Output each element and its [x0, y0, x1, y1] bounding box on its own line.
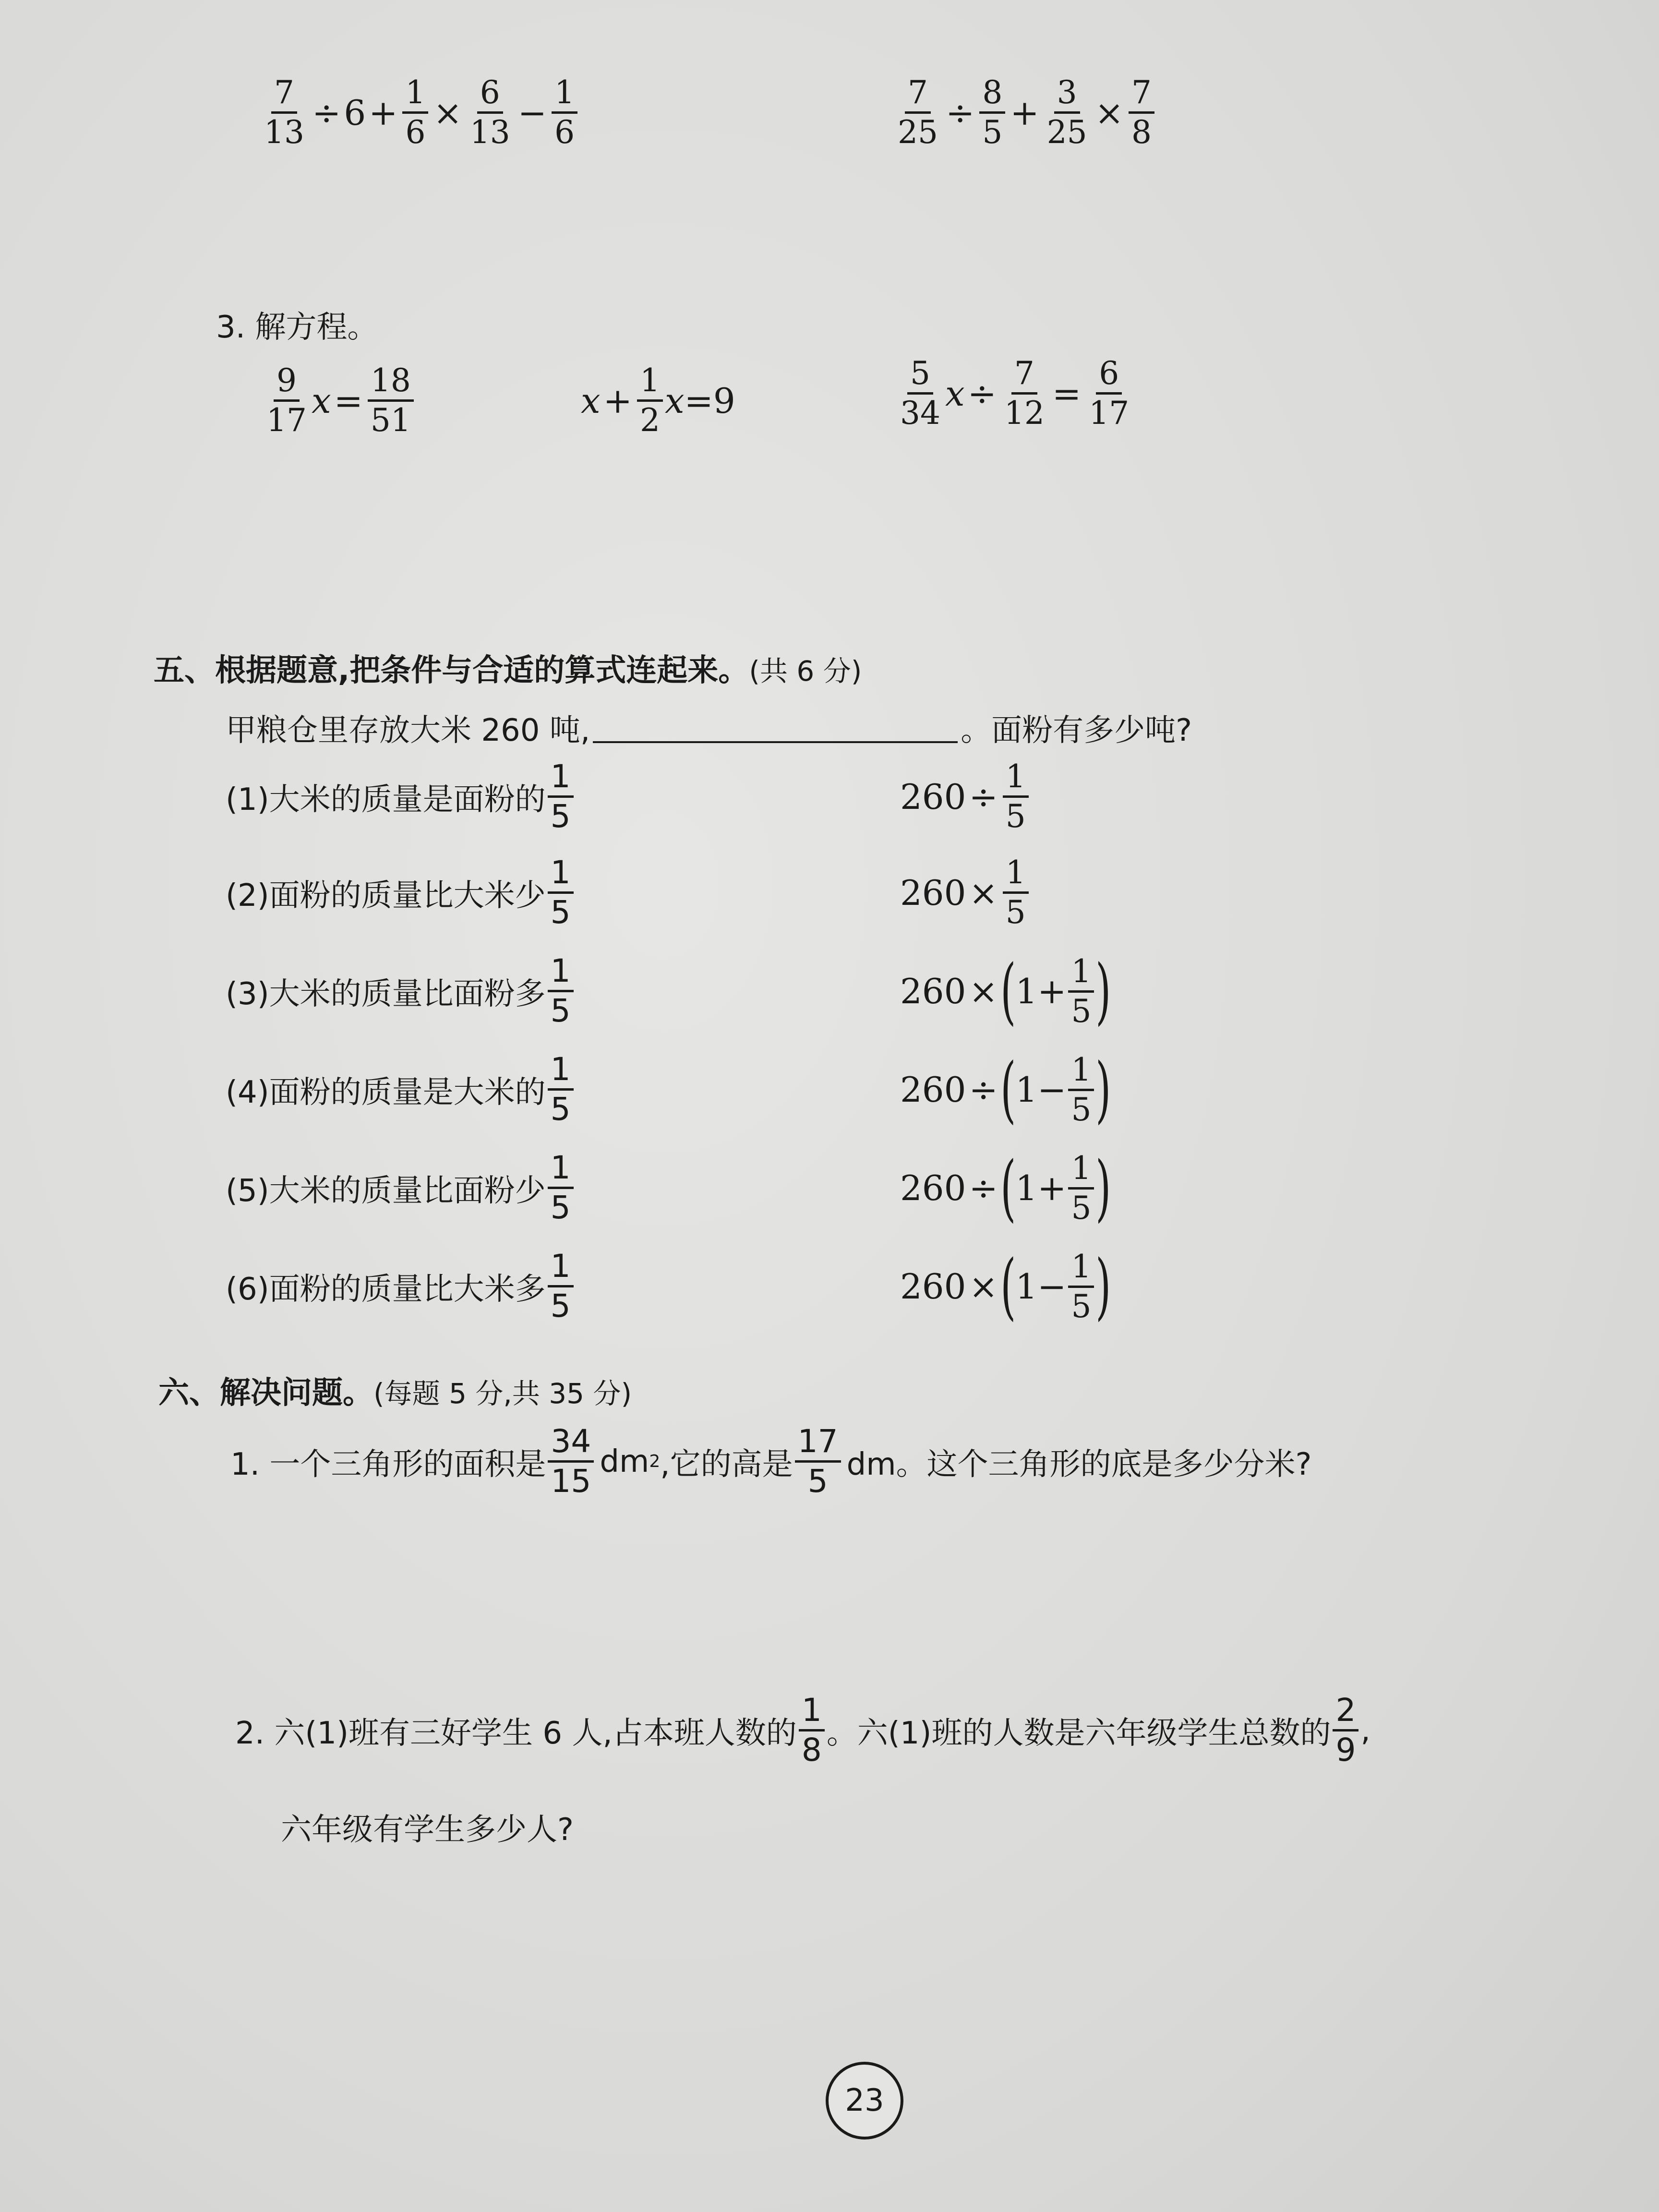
fraction: $\frac{6}{17}$	[1089, 355, 1130, 432]
condition-1[interactable]: (1)大米的质量是面粉的 $\frac{1}{5}$	[226, 761, 576, 832]
fraction: $\frac{1}{6}$	[402, 77, 428, 148]
fraction: $\frac{7}{25}$	[898, 74, 938, 151]
section-5-stem: 甲粮仓里存放大米 260 吨, 。面粉有多少吨?	[226, 713, 1192, 748]
fraction: $\frac{18}{51}$	[368, 365, 414, 436]
fraction: $\frac{1}{5}$	[1068, 1251, 1094, 1322]
formula-5[interactable]: 260 ÷ ( 1+ $\frac{1}{5}$ )	[900, 1146, 1111, 1230]
equation-2: x + $\frac{1}{2}$ x =9	[581, 362, 735, 439]
question-2-line-2: 六年级有学生多少人?	[281, 1812, 574, 1848]
fraction: $\frac{5}{34}$	[900, 355, 940, 432]
section-5-heading: 五、根据题意,把条件与合适的算式连起来。(共 6 分)	[154, 653, 862, 688]
condition-2[interactable]: (2)面粉的质量比大米少 $\frac{1}{5}$	[226, 857, 576, 928]
fraction: $\frac{7}{12}$	[1004, 355, 1045, 432]
fraction: $\frac{1}{5}$	[548, 761, 574, 832]
fraction: $\frac{7}{8}$	[1129, 77, 1154, 148]
fraction: $\frac{1}{5}$	[548, 1250, 574, 1322]
fraction: $\frac{1}{5}$	[548, 1152, 574, 1224]
fraction: $\frac{1}{5}$	[1068, 1153, 1094, 1224]
calc-expression-2: $\frac{7}{25}$ ÷ $\frac{8}{5}$ + $\frac{3}{25}$ × $\frac{7}{8}$	[893, 77, 1156, 148]
fraction: $\frac{1}{8}$	[799, 1695, 825, 1766]
fraction: $\frac{1}{2}$	[637, 365, 663, 436]
formula-6[interactable]: 260 × ( 1− $\frac{1}{5}$ )	[900, 1245, 1111, 1328]
fraction: $\frac{1}{5}$	[1003, 857, 1029, 928]
fraction: $\frac{2}{9}$	[1333, 1695, 1358, 1766]
condition-6[interactable]: (6)面粉的质量比大米多 $\frac{1}{5}$	[226, 1250, 576, 1322]
equations-title: 3. 解方程。	[216, 310, 378, 345]
fraction: $\frac{9}{17}$	[266, 362, 307, 439]
condition-5[interactable]: (5)大米的质量比面粉少 $\frac{1}{5}$	[226, 1152, 576, 1224]
equation-3: $\frac{5}{34}$ x ÷ $\frac{7}{12}$ = $\frac{6}{17}$	[895, 358, 1134, 429]
fraction: $\frac{1}{6}$	[552, 77, 577, 148]
fraction: $\frac{6}{13}$	[469, 74, 510, 151]
section-6-heading: 六、解决问题。(每题 5 分,共 35 分)	[158, 1375, 632, 1411]
formula-3[interactable]: 260 × ( 1+ $\frac{1}{5}$ )	[900, 950, 1111, 1033]
page-number: 23	[845, 2083, 884, 2118]
fraction: $\frac{1}{5}$	[1068, 1054, 1094, 1126]
formula-4[interactable]: 260 ÷ ( 1− $\frac{1}{5}$ )	[900, 1048, 1111, 1131]
fraction: $\frac{1}{5}$	[548, 857, 574, 928]
fraction: $\frac{1}{5}$	[548, 955, 574, 1027]
fraction: $\frac{1}{5}$	[1003, 761, 1029, 832]
fraction: $\frac{7}{13}$	[264, 74, 304, 151]
formula-1[interactable]: 260 ÷ $\frac{1}{5}$	[900, 761, 1031, 832]
fraction: $\frac{1}{5}$	[1068, 956, 1094, 1027]
fraction: $\frac{34}{15}$	[548, 1426, 594, 1497]
condition-3[interactable]: (3)大米的质量比面粉多 $\frac{1}{5}$	[226, 955, 576, 1027]
equation-1: $\frac{9}{17}$ x = $\frac{18}{51}$	[262, 365, 416, 436]
calc-expression-1: $\frac{7}{13}$ ÷ 6 + $\frac{1}{6}$ × $\frac{6}{13}$ − $\frac{1}{6}$	[259, 77, 579, 148]
page-number-badge	[826, 2062, 903, 2140]
question-2: 2. 六(1)班有三好学生 6 人,占本班人数的 $\frac{1}{8}$ 。六(1)班的人数是六年级学生总数的 $\frac{2}{9}$ ,	[235, 1692, 1370, 1768]
fraction: $\frac{1}{5}$	[548, 1054, 574, 1125]
question-1: 1. 一个三角形的面积是 $\frac{34}{15}$ dm 2 ,它的高是 $\frac{17}{5}$ dm。这个三角形的底是多少分米?	[230, 1423, 1312, 1500]
fraction: $\frac{17}{5}$	[795, 1426, 841, 1497]
fraction: $\frac{8}{5}$	[979, 77, 1005, 148]
answer-blank[interactable]	[593, 712, 958, 743]
formula-2[interactable]: 260 × $\frac{1}{5}$	[900, 857, 1031, 928]
fraction: $\frac{3}{25}$	[1046, 74, 1087, 151]
condition-4[interactable]: (4)面粉的质量是大米的 $\frac{1}{5}$	[226, 1054, 576, 1125]
